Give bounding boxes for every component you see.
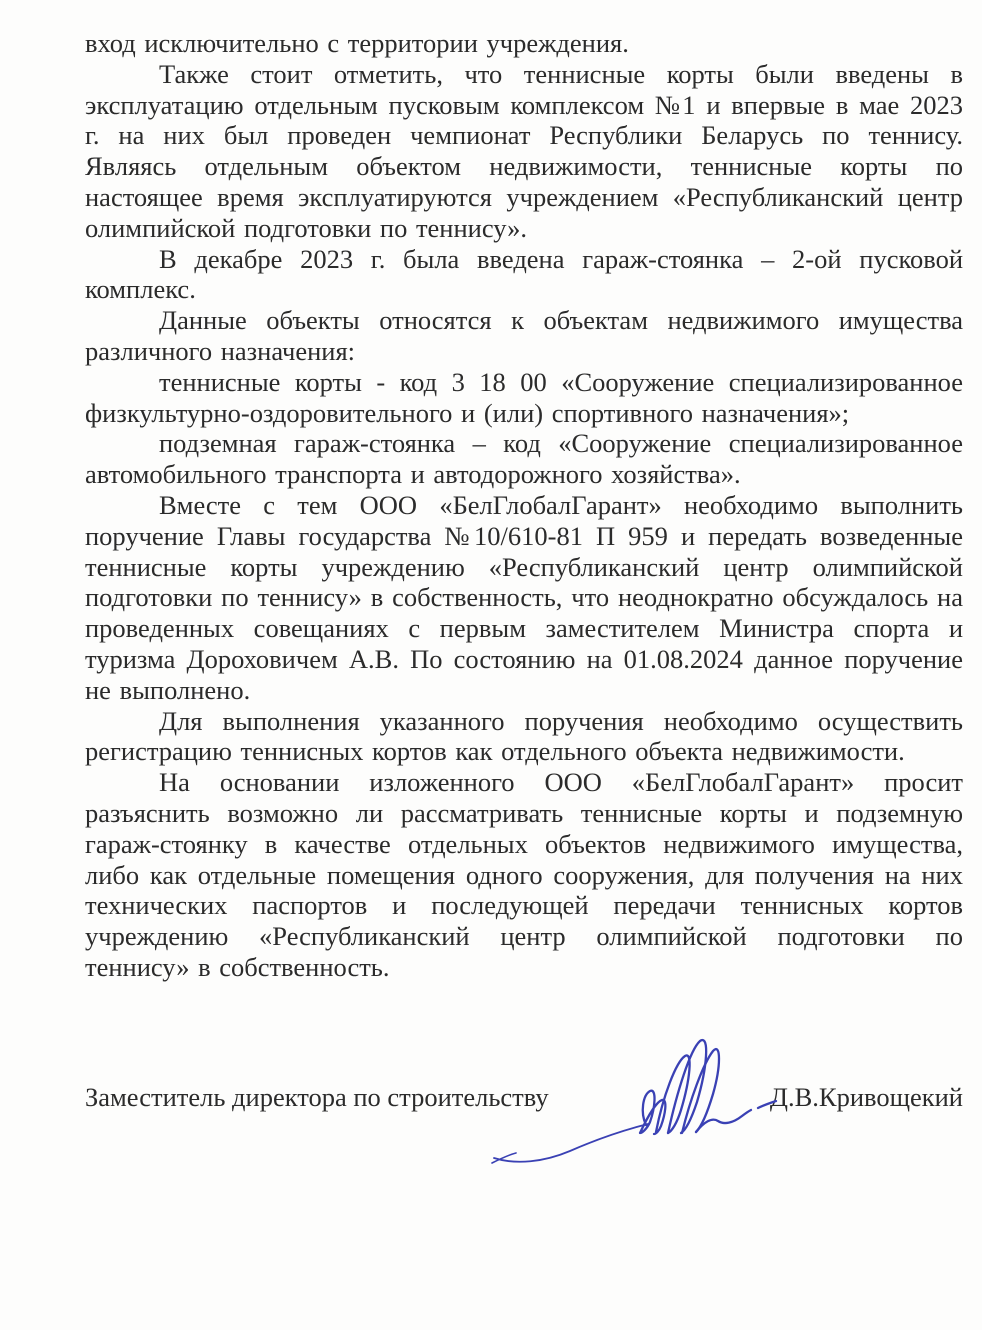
paragraph: подземная гараж-стоянка – код «Сооружение специализированное автомобильного транспорта и автодорожного хозяйства». xyxy=(85,428,963,490)
signature-role-title: Заместитель директора по строительству xyxy=(85,1082,549,1112)
paragraph: Для выполнения указанного поручения необходимо осуществить регистрацию теннисных кортов как отдельного объекта недвижимости. xyxy=(85,705,963,767)
paragraph: Вместе с тем ООО «БелГлобалГарант» необходимо выполнить поручение Главы государства №10/610-81 П 959 и передать возведенные теннисные корты учреждению «Республиканский центр олимпийской подготовки по теннису» в собственность, что неоднократно обсуждалось на проведенных совещаниях с первым заместителем Министра спорта и туризма Дороховичем А.В. По состоянию на 01.08.2024 данное поручение не выполнено. xyxy=(85,489,963,705)
signatory-name: Д.В.Кривощекий xyxy=(769,1082,963,1112)
paragraph: Данные объекты относятся к объектам недвижимого имущества различного назначения: xyxy=(85,305,963,366)
signature-block xyxy=(85,1082,963,1113)
paragraph: На основании изложенного ООО «БелГлобалГарант» просит разъяснить возможно ли рассматривать теннисные корты и подземную гараж-стоянку в качестве отдельных объектов недвижимого имущества, либо как отдельные помещения одного сооружения, для получения на них технических паспортов и последующей передачи теннисных кортов учреждению «Республиканский центр олимпийской подготовки по теннису» в собственность. xyxy=(85,767,963,982)
letter-body xyxy=(85,28,963,983)
paragraph: Также стоит отметить, что теннисные корты были введены в эксплуатацию отдельным пусковым комплексом №1 и впервые в мае 2023 г. на них был проведен чемпионат Республики Беларусь по теннису. Являясь отдельным объектом недвижимости, теннисные корты по настоящее время эксплуатируются учреждением «Республиканский центр олимпийской подготовки по теннису». xyxy=(85,58,963,243)
paragraph: В декабре 2023 г. была введена гараж-стоянка – 2-ой пусковой комплекс. xyxy=(85,243,963,305)
paragraph: теннисные корты - код 3 18 00 «Сооружение специализированное физкультурно-оздоровительного и (или) спортивного назначения»; xyxy=(85,366,963,428)
paragraph: вход исключительно с территории учреждения. xyxy=(85,28,629,58)
